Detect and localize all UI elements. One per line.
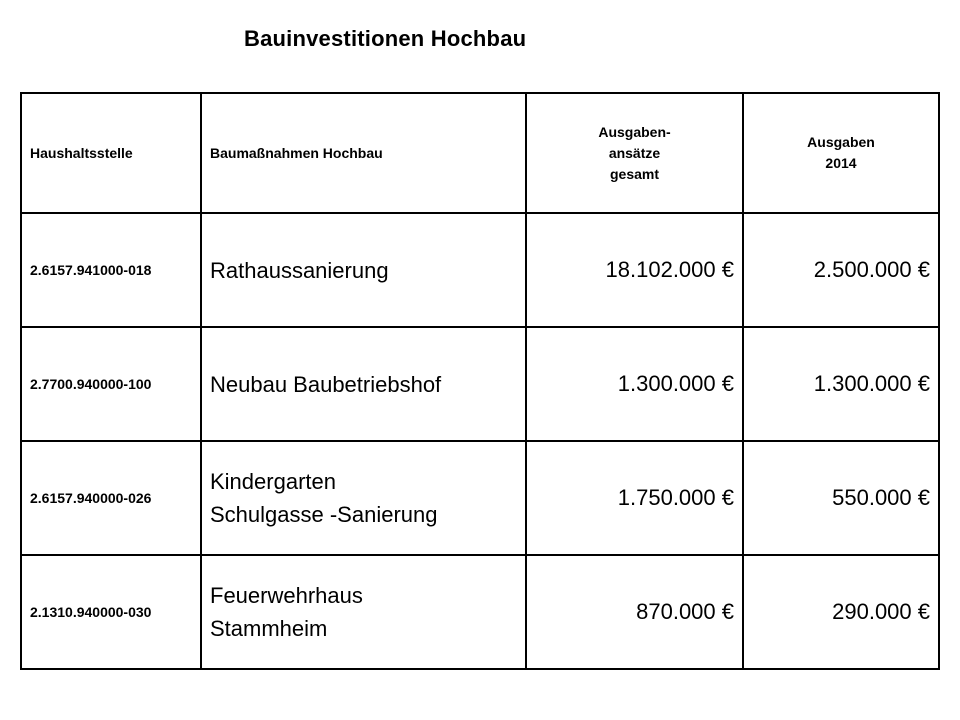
- investment-table: [20, 92, 940, 670]
- budget-total-cell: 870.000 €: [526, 555, 743, 669]
- header-measure: Baumaßnahmen Hochbau: [201, 93, 526, 213]
- measure-cell: Neubau Baubetriebshof: [201, 327, 526, 441]
- page-title: Bauinvestitionen Hochbau: [244, 26, 527, 51]
- account-cell: 2.7700.940000-100: [21, 327, 201, 441]
- table-row: [21, 213, 939, 327]
- spending-year-cell: 2.500.000 €: [743, 213, 939, 327]
- account-cell: 2.1310.940000-030: [21, 555, 201, 669]
- account-cell: 2.6157.940000-026: [21, 441, 201, 555]
- table-row: [21, 327, 939, 441]
- measure-cell: Kindergarten Schulgasse -Sanierung: [201, 441, 526, 555]
- spending-year-cell: 1.300.000 €: [743, 327, 939, 441]
- spending-year-cell: 290.000 €: [743, 555, 939, 669]
- header-spending-2014-text: Ausgaben 2014: [807, 134, 875, 171]
- measure-cell: Rathaussanierung: [201, 213, 526, 327]
- header-budget-total-text: Ausgaben- ansätze gesamt: [598, 123, 671, 182]
- table-header-row: [21, 93, 939, 213]
- spending-year-cell: 550.000 €: [743, 441, 939, 555]
- measure-cell: Feuerwehrhaus Stammheim: [201, 555, 526, 669]
- table-row: [21, 555, 939, 669]
- header-budget-total: [526, 93, 743, 213]
- header-account: Haushaltsstelle: [21, 93, 201, 213]
- header-spending-2014: [743, 93, 939, 213]
- budget-total-cell: 18.102.000 €: [526, 213, 743, 327]
- budget-total-cell: 1.300.000 €: [526, 327, 743, 441]
- budget-total-cell: 1.750.000 €: [526, 441, 743, 555]
- table-row: [21, 441, 939, 555]
- account-cell: 2.6157.941000-018: [21, 213, 201, 327]
